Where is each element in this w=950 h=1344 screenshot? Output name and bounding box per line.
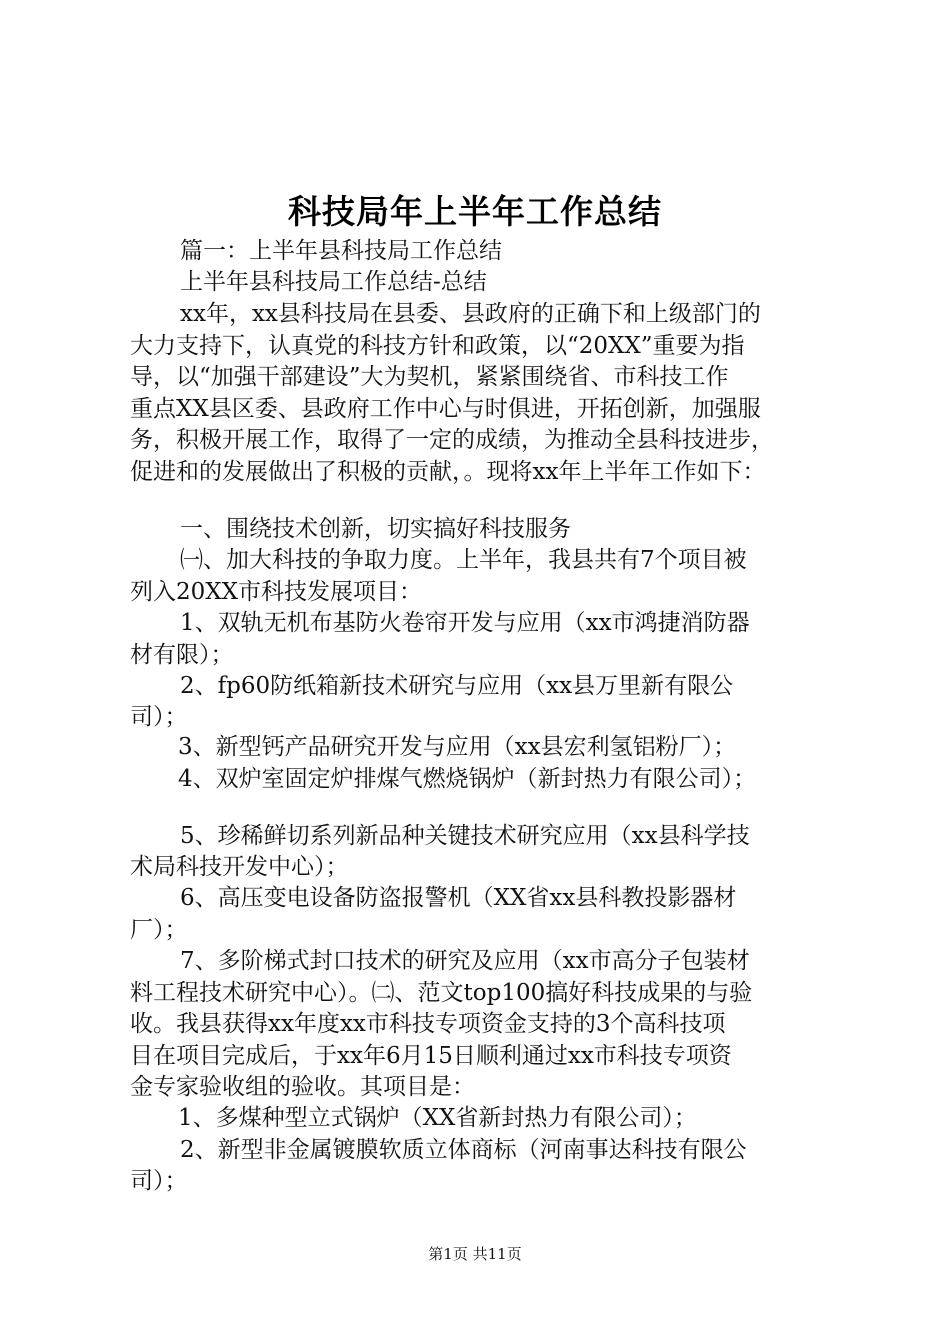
list-item: 3、新型钙产品研究开发与应用（xx县宏利氢铝粉厂）；: [178, 734, 737, 760]
section-heading: 一、围绕技术创新，切实搞好科技服务: [180, 516, 571, 542]
list-item: 2、新型非金属镀膜软质立体商标（河南事达科技有限公: [180, 1137, 747, 1163]
text-line: 厂）；: [130, 917, 188, 943]
text-line: 上半年县科技局工作总结-总结: [180, 269, 487, 295]
text-line: 篇一：上半年县科技局工作总结: [180, 238, 502, 264]
text-line: 司）；: [130, 704, 188, 730]
list-item: 1、双轨无机布基防火卷帘开发与应用（xx市鸿捷消防器: [180, 610, 750, 636]
text-line: 材有限）；: [130, 642, 234, 668]
list-item: 6、高压变电设备防盗报警机（XX省xx县科教投影器材: [180, 885, 737, 911]
text-line: 金专家验收组的验收。其项目是：: [130, 1074, 475, 1100]
text-line: 重点XX县区委、县政府工作中心与时俱进，开拓创新，加强服: [130, 396, 761, 422]
text-line: 列入20XX市科技发展项目：: [130, 579, 423, 605]
list-item: 4、双炉室固定炉排煤气燃烧锅炉（新封热力有限公司）；: [178, 766, 757, 792]
text-line: 目在项目完成后，于xx年6月15日顺利通过xx市科技专项资: [130, 1043, 732, 1069]
list-item: 1、多煤种型立式锅炉（XX省新封热力有限公司）；: [178, 1105, 697, 1131]
document-title: 科技局年上半年工作总结: [288, 192, 662, 231]
text-line: 务，积极开展工作，取得了一定的成绩，为推动全县科技进步，: [130, 427, 774, 453]
list-item: 2、fp60防纸箱新技术研究与应用（xx县万里新有限公: [180, 673, 734, 699]
list-item: 7、多阶梯式封口技术的研究及应用（xx市高分子包装材: [180, 948, 750, 974]
text-line: 料工程技术研究中心）。㈡、范文top100搞好科技成果的与验: [130, 980, 753, 1006]
text-line: 收。我县获得xx年度xx市科技专项资金支持的3个高科技项: [130, 1011, 726, 1037]
text-line: 导，以“加强干部建设”大为契机，紧紧围绕省、市科技工作: [130, 364, 729, 390]
page-number: 第1页 共11页: [428, 1245, 522, 1263]
list-item: 5、珍稀鲜切系列新品种关键技术研究应用（xx县科学技: [180, 823, 750, 849]
text-line: 促进和的发展做出了积极的贡献，。现将xx年上半年工作如下：: [130, 459, 766, 485]
text-line: 术局科技开发中心）；: [130, 854, 349, 880]
text-line: 司）；: [130, 1168, 188, 1194]
text-line: ㈠、加大科技的争取力度。上半年，我县共有7个项目被: [180, 547, 747, 573]
text-line: 大力支持下，认真党的科技方针和政策，以“20XX”重要为指: [130, 333, 745, 359]
text-line: xx年，xx县科技局在县委、县政府的正确下和上级部门的: [180, 301, 761, 327]
